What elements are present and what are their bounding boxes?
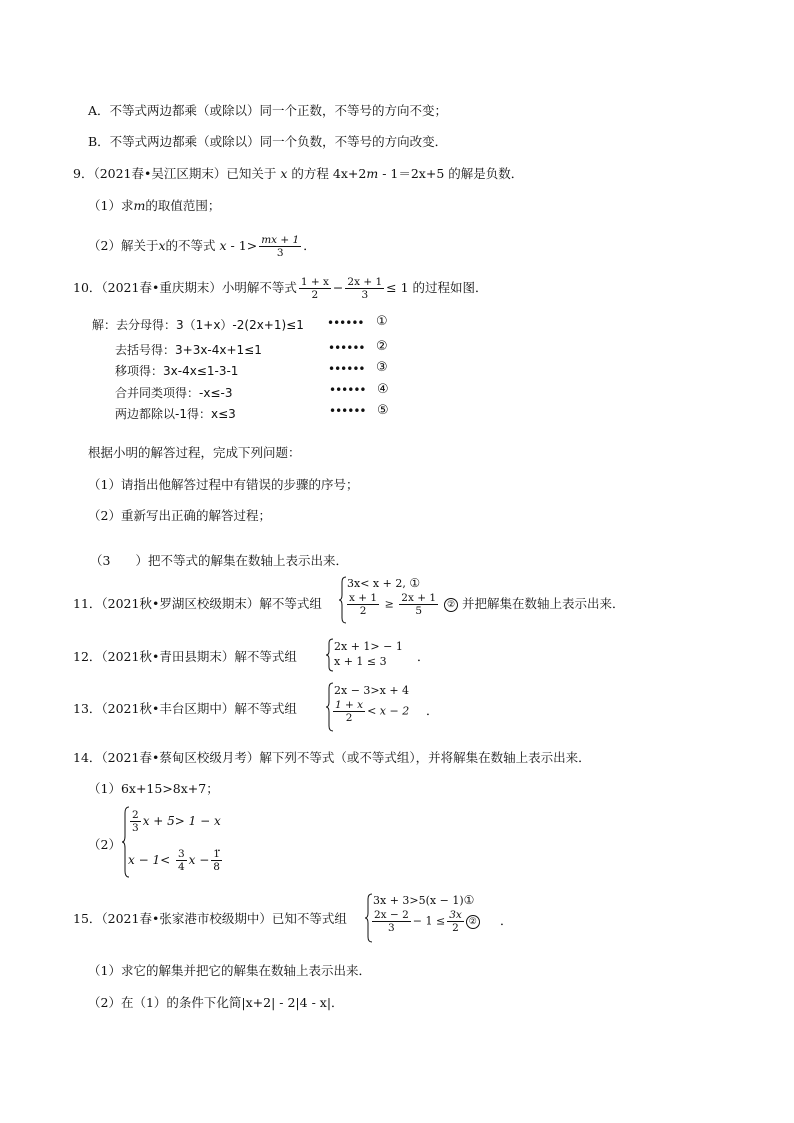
q14-row-1 <box>128 809 221 834</box>
q10-frac-2 <box>345 276 384 301</box>
solution-mark-1: ① <box>376 314 388 329</box>
q11-frac-1 <box>347 592 379 617</box>
q15-part-2: （2）在（1）的条件下化简|x+2| - 2|4 - x|． <box>88 995 344 1010</box>
q11-tail-text: 并把解集在数轴上表示出来． <box>461 596 625 611</box>
q11-frac-2 <box>399 592 438 617</box>
q13-f-den: 2 <box>345 712 353 724</box>
q11-f2-num: 2x + 1 <box>401 592 437 604</box>
q12-head: 12．（2021秋•青田县期末）解不等式组 <box>73 649 297 664</box>
q14-r2-den2: 8 <box>213 861 220 873</box>
option-a: A．不等式两边都乘（或除以）同一个正数，不等号的方向不变； <box>88 103 448 118</box>
q15-mid: − 1 ≤ <box>412 914 446 928</box>
solution-step-4: 合并同类项得：-x≤-3 <box>115 386 233 400</box>
q11-ge: ≥ <box>384 597 394 611</box>
solution-dots-3: •••••• <box>328 362 365 376</box>
q15-f2-den: 2 <box>452 922 459 934</box>
question-10 <box>73 276 488 301</box>
q14-r2-num: 3 <box>177 848 185 860</box>
q11-f1-den: 2 <box>359 605 367 617</box>
q9-eq-b: - 1＝2x+5 <box>378 166 445 181</box>
q11-row2-mark: ② <box>444 598 458 612</box>
q13-row2-rest: < x − 2 <box>367 704 410 718</box>
q14-r2-den: 4 <box>177 861 185 873</box>
q11-head: 11．（2021秋•罗湖区校级期末）解不等式组 <box>73 596 322 611</box>
solution-mark-2: ② <box>376 339 388 354</box>
q13-frac <box>333 699 365 724</box>
q9-frac-num: mx + 1 <box>261 234 300 246</box>
q10-minus: − <box>332 280 344 295</box>
q15-row1-mark: ① <box>463 893 475 907</box>
solution-step-1: 解：去分母得：3（1+x）-2(2x+1)≤1 <box>92 318 304 332</box>
q11-f2-den: 5 <box>415 605 423 617</box>
q10-rest: ≤ 1 的过程如图． <box>386 280 488 295</box>
q9-mid: 的方程 <box>291 166 329 181</box>
q13-row-2 <box>331 699 409 724</box>
q11-tail <box>444 595 625 613</box>
q10-f2-num: 2x + 1 <box>347 276 383 288</box>
q14-r1-frac <box>130 809 141 834</box>
q9-x: x <box>280 166 288 181</box>
solution-dots-1: •••••• <box>327 316 364 330</box>
q10-f1-num: 1 + x <box>300 276 329 288</box>
q9-p1a: （1）求 <box>88 198 134 213</box>
q9-eq-a: 4x+2 <box>332 166 367 181</box>
q12-row-1: 2x + 1> − 1 <box>334 640 403 653</box>
q12-row-2: x + 1 ≤ 3 <box>334 655 387 668</box>
q9-eq-m: m <box>366 166 379 181</box>
q12-brace-icon <box>326 638 334 672</box>
q14-r1-rest: x + 5> 1 − x <box>142 814 221 828</box>
q15-f2-num: 3x <box>449 909 462 921</box>
q14-part-1: （1）6x+15>8x+7； <box>88 781 219 796</box>
q14-head: 14．（2021春•蔡甸区校级月考）解下列不等式（或不等式组），并将解集在数轴上表示出来． <box>73 750 591 765</box>
solution-dots-2: •••••• <box>328 341 365 355</box>
q9-p2end: ． <box>303 238 316 253</box>
q10-part-3: （3 ）把不等式的解集在数轴上表示出来． <box>90 553 348 568</box>
solution-mark-3: ③ <box>376 360 388 375</box>
q11-row1-mark: ① <box>409 576 421 590</box>
q13-head: 13．（2021秋•丰台区期中）解不等式组 <box>73 701 297 716</box>
q15-f-den: 3 <box>388 922 395 934</box>
q15-row-1 <box>373 894 474 907</box>
q11-f1-num: x + 1 <box>349 592 378 604</box>
q11-row-1 <box>347 577 420 590</box>
q14-tail: ． <box>217 839 230 854</box>
q9-fraction <box>259 234 301 259</box>
solution-dots-4: •••••• <box>329 383 366 397</box>
q14-r1-num: 2 <box>132 809 139 821</box>
q14-r2-num2: 1 <box>213 848 220 860</box>
q10-part-2: （2）重新写出正确的解答过程； <box>88 508 271 523</box>
solution-mark-4: ④ <box>377 382 389 397</box>
q10-frac-1 <box>299 276 331 301</box>
q15-row1-text: 3x + 3>5(x − 1) <box>373 894 464 907</box>
q9-tail: 的解是负数． <box>448 166 524 181</box>
q9-p2b: 的不等式 <box>165 238 216 253</box>
solution-step-3: 移项得：3x-4x≤1-3-1 <box>115 364 239 378</box>
q15-frac-1 <box>372 909 411 934</box>
solution-step-2: 去括号得：3+3x-4x+1≤1 <box>115 343 262 357</box>
q15-f-num: 2x − 2 <box>374 909 409 921</box>
q14-row-2 <box>128 848 224 873</box>
q10-head: 10．（2021春•重庆期末）小明解不等式 <box>73 280 297 295</box>
q14-r2b: x − <box>188 853 210 867</box>
q10-f2-den: 3 <box>361 289 369 301</box>
question-9 <box>73 165 523 183</box>
q9-p2a: （2）解关于 <box>88 238 159 253</box>
solution-dots-5: •••••• <box>329 404 366 418</box>
q13-row-1: 2x − 3>x + 4 <box>334 684 410 697</box>
q9-p2x: x <box>158 238 166 253</box>
q9-head: 9．（2021春•吴江区期末）已知关于 <box>73 166 277 181</box>
q10-part-1: （1）请指出他解答过程中有错误的步骤的序号； <box>88 477 359 492</box>
q15-head: 15．（2021春•张家港市校级期中）已知不等式组 <box>73 911 347 926</box>
q9-part-1 <box>88 197 220 215</box>
q14-r1-den: 3 <box>132 822 139 834</box>
q10-intro: 根据小明的解答过程，完成下列问题： <box>88 445 301 460</box>
q13-tail: ． <box>426 703 439 718</box>
q11-row-2 <box>345 592 440 617</box>
q15-row-2 <box>370 909 480 934</box>
option-b: B．不等式两边都乘（或除以）同一个负数，不等号的方向改变． <box>88 134 448 149</box>
q9-p2c: x <box>219 238 227 253</box>
q9-part-2 <box>88 234 316 259</box>
q14-r2a: x − 1< <box>128 853 171 867</box>
q15-row2-mark: ② <box>466 915 480 929</box>
q15-tail: ． <box>500 913 513 928</box>
solution-mark-5: ⑤ <box>377 403 389 418</box>
q14-part-2-label: （2） <box>88 837 121 852</box>
solution-step-5: 两边都除以-1得：x≤3 <box>115 407 236 421</box>
q11-row1-text: 3x< x + 2, <box>347 577 406 590</box>
q9-p1m: m <box>133 198 146 213</box>
q14-r2-frac-1 <box>176 848 187 873</box>
q13-f-num: 1 + x <box>335 699 364 711</box>
q12-tail: ． <box>417 649 430 664</box>
q10-f1-den: 2 <box>311 289 319 301</box>
q9-p2d: - 1> <box>226 238 258 253</box>
q9-frac-den: 3 <box>276 247 284 259</box>
q15-frac-2 <box>447 909 464 934</box>
q9-p1b: 的取值范围； <box>145 198 221 213</box>
q15-part-1: （1）求它的解集并把它的解集在数轴上表示出来． <box>88 963 371 978</box>
